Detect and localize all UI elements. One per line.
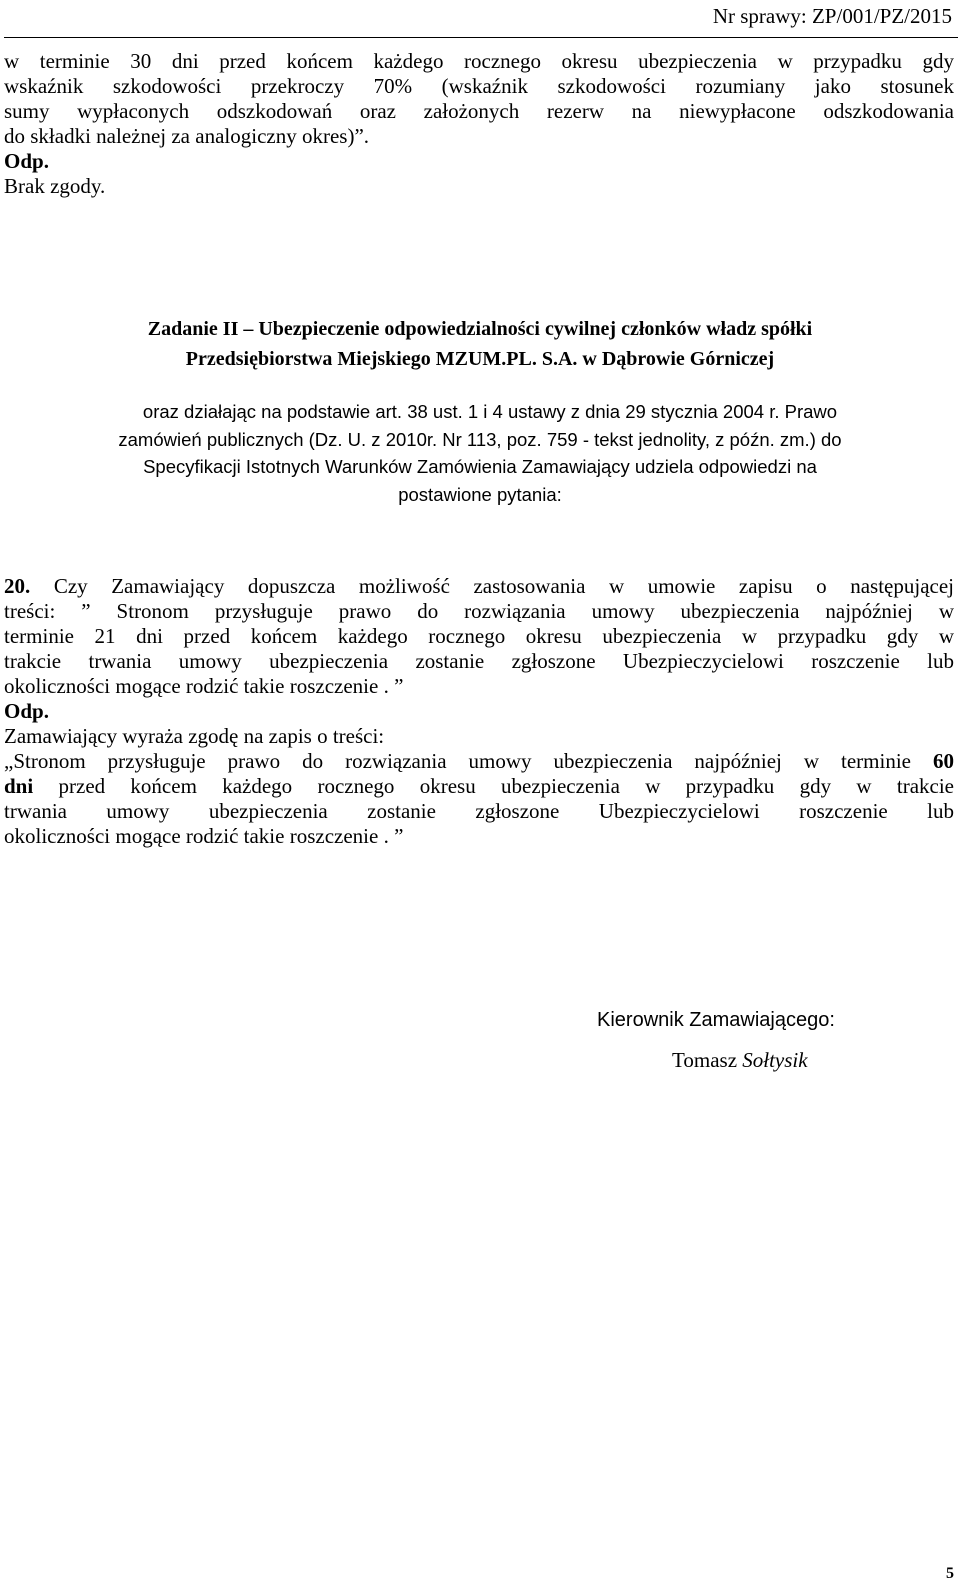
answer-line-2-text: przed końcem każdego rocznego okresu ubezpieczenia w przypadku gdy w trakcie: [33, 774, 954, 798]
question-answer-label: Odp.: [4, 699, 49, 723]
case-number: Nr sprawy: ZP/001/PZ/2015: [712, 4, 952, 28]
page-number: 5: [946, 1565, 954, 1582]
previous-item-line-1: w terminie 30 dni przed końcem każdego rocznego okresu ubezpieczenia w przypadku gdy: [4, 49, 954, 73]
task-title-line-1: Zadanie II – Ubezpieczenie odpowiedzialności cywilnej członków władz spółki: [147, 318, 813, 340]
task-intro-line-3: Specyfikacji Istotnych Warunków Zamówienia Zamawiający udziela odpowiedzi na: [143, 456, 817, 477]
signature-role: Kierownik Zamawiającego:: [597, 1009, 835, 1031]
question-line-3: terminie 21 dni przed końcem każdego rocznego okresu ubezpieczenia w przypadku gdy w: [4, 624, 954, 648]
answer-label: Odp.: [4, 149, 49, 173]
previous-item-line-3: sumy wypłaconych odszkodowań oraz założonych rezerw na niewypłacone odszkodowania: [4, 99, 954, 123]
question-answer-line-4: okoliczności mogące rodzić takie roszczenie . ”: [4, 824, 404, 848]
question-number: 20.: [4, 574, 31, 598]
question-line-4: trakcie trwania umowy ubezpieczenia zostanie zgłoszone Ubezpieczycielowi roszczenie lub: [4, 649, 954, 673]
task-intro-line-2: zamówień publicznych (Dz. U. z 2010r. Nr 113, poz. 759 - tekst jednolity, z późn. zm.) do: [118, 428, 842, 450]
question-line-2: treści: ” Stronom przysługuje prawo do rozwiązania umowy ubezpieczenia najpóźniej w: [4, 599, 954, 623]
question-answer-line-2: [4, 774, 954, 799]
task-title-line-2: Przedsiębiorstwa Miejskiego MZUM.PL. S.A. w Dąbrowie Górniczej: [185, 348, 775, 370]
answer-text: Brak zgody.: [4, 174, 106, 198]
question-20: [4, 574, 954, 849]
signature-first-name: Tomasz: [672, 1048, 743, 1072]
question-line-5: okoliczności mogące rodzić takie roszczenie . ”: [4, 674, 404, 698]
header-divider: [4, 37, 958, 38]
answer-days-number: 60: [933, 749, 954, 773]
previous-item-text: [4, 49, 954, 149]
question-answer-intro: Zamawiający wyraża zgodę na zapis o treści:: [4, 724, 385, 748]
previous-item-line-4: do składki należnej za analogiczny okres)”.: [4, 124, 370, 148]
answer-line-1-text: „Stronom przysługuje prawo do rozwiązania umowy ubezpieczenia najpóźniej w terminie: [4, 749, 933, 773]
previous-item-line-2: wskaźnik szkodowości przekroczy 70% (wskaźnik szkodowości rozumiany jako stosunek: [4, 74, 954, 98]
question-answer-line-3: trwania umowy ubezpieczenia zostanie zgłoszone Ubezpieczycielowi roszczenie lub: [4, 799, 954, 823]
question-line-1: [4, 574, 954, 599]
question-answer-line-1: [4, 749, 954, 774]
task-intro-line-1: oraz działając na podstawie art. 38 ust. 1 i 4 ustawy z dnia 29 stycznia 2004 r. Prawo: [142, 401, 838, 422]
task-title: [0, 314, 960, 374]
task-intro-line-4: postawione pytania:: [398, 483, 562, 505]
signature-name: [672, 1048, 808, 1073]
task-intro: [0, 398, 960, 508]
question-line-1-text: Czy Zamawiający dopuszcza możliwość zastosowania w umowie zapisu o następującej: [30, 574, 954, 598]
signature-last-name: Sołtysik: [742, 1048, 808, 1072]
answer-days-word: dni: [4, 774, 34, 798]
previous-answer: [4, 149, 954, 199]
